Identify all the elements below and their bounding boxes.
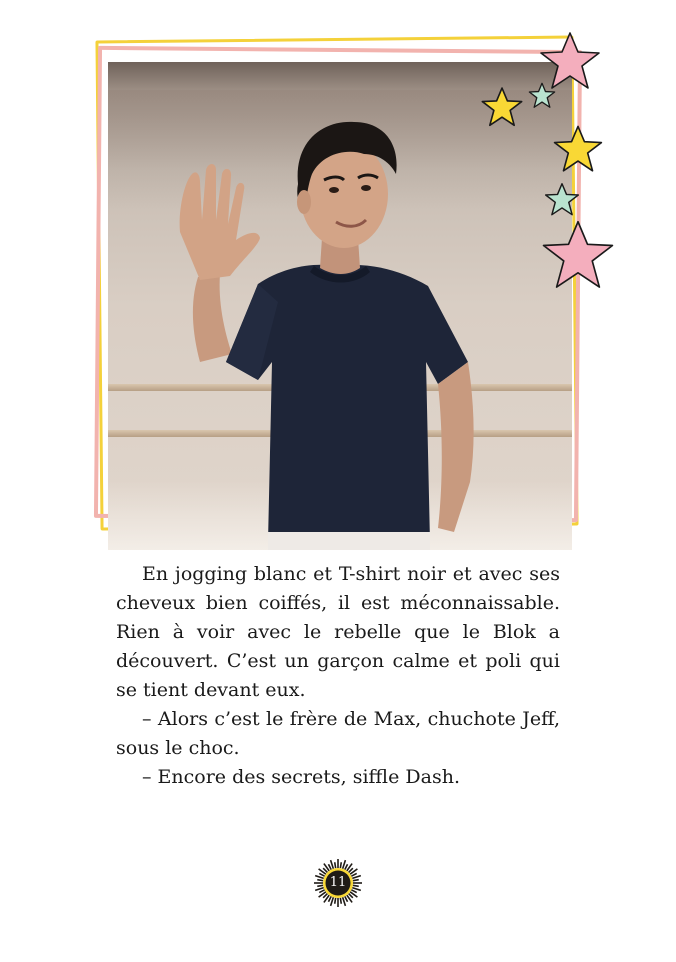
star-icon (540, 218, 616, 292)
photo (108, 62, 572, 550)
paragraph: En jogging blanc et T-shirt noir et avec ses cheveux bien coiffés, il est méconnaissable. Rien à voir avec le rebelle que le Blok a découvert. C’est un garçon calme et poli qui se tient devant eux. (116, 563, 560, 701)
person-waving (108, 62, 572, 550)
star-icon (528, 82, 556, 109)
star-icon (544, 182, 580, 217)
page-number-badge (313, 858, 363, 908)
body-text (116, 560, 560, 792)
paragraph: – Alors c’est le frère de Max, chuchote Jeff, sous le choc. (116, 708, 560, 759)
page-number: 11 (329, 875, 347, 890)
star-icon (552, 124, 604, 174)
star-icon (480, 86, 524, 128)
paragraph: – Encore des secrets, siffle Dash. (142, 766, 460, 788)
